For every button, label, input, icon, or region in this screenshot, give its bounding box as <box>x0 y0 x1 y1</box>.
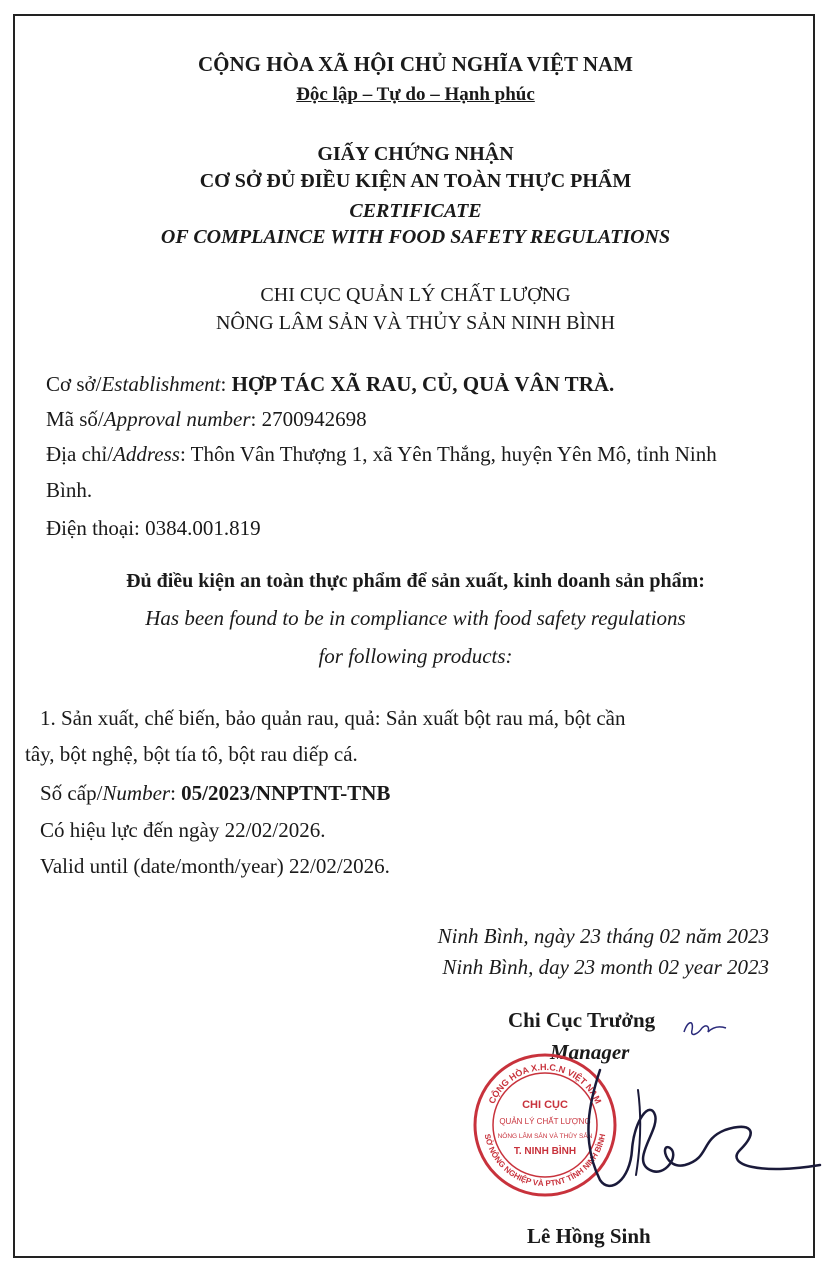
signer-name: Lê Hồng Sinh <box>527 1224 651 1248</box>
national-motto: Độc lập – Tự do – Hạnh phúc <box>296 84 535 105</box>
phone-value: 0384.001.819 <box>145 516 261 540</box>
number-value: 05/2023/NNPTNT-TNB <box>181 781 391 805</box>
seal-inner-4: T. NINH BÌNH <box>513 1146 577 1157</box>
approval-label-vi: Mã số/ <box>46 407 104 431</box>
certificate-title-vi-2: CƠ SỞ ĐỦ ĐIỀU KIỆN AN TOÀN THỰC PHẨM <box>199 170 632 192</box>
product-line-1: 1. Sản xuất, chế biến, bảo quản rau, quả: Sản xuất bột rau má, bột cần <box>40 706 626 730</box>
issue-date-en: Ninh Bình, day 23 month 02 year 2023 <box>442 955 769 979</box>
certificate-title-en-1: CERTIFICATE <box>349 200 482 222</box>
initials-mark <box>680 1012 730 1042</box>
establishment-label-vi: Cơ sở/ <box>46 372 102 396</box>
signer-title-en: Manager <box>550 1040 630 1064</box>
issuer-line-2: NÔNG LÂM SẢN VÀ THỦY SẢN NINH BÌNH <box>215 312 616 334</box>
approval-label-en: Approval number <box>103 407 251 431</box>
validity-vi: Có hiệu lực đến ngày 22/02/2026. <box>40 818 326 842</box>
address-label-en: Address <box>113 442 180 466</box>
number-row: Số cấp/Number: 05/2023/NNPTNT-TNB <box>40 781 391 805</box>
country-name: CỘNG HÒA XÃ HỘI CHỦ NGHĨA VIỆT NAM <box>197 52 634 76</box>
address-value-1: Thôn Vân Thượng 1, xã Yên Thắng, huyện Yên Mô, tỉnh Ninh <box>190 442 717 466</box>
seal-inner-1: CHI CỤC <box>522 1099 568 1111</box>
seal-inner-2: QUẢN LÝ CHẤT LƯỢNG <box>499 1117 591 1126</box>
number-label-vi: Số cấp/ <box>40 781 103 805</box>
handwritten-signature <box>560 1060 831 1210</box>
compliance-en-1: Has been found to be in compliance with food safety regulations <box>145 606 686 630</box>
product-line-2: tây, bột nghệ, bột tía tô, bột rau diếp cá. <box>25 742 358 766</box>
certificate-title-en-2: OF COMPLAINCE WITH FOOD SAFETY REGULATIONS <box>160 226 671 248</box>
compliance-en-2: for following products: <box>318 644 513 668</box>
address-value-2: Bình. <box>46 478 93 502</box>
approval-row: Mã số/Approval number: 2700942698 <box>46 407 367 431</box>
establishment-label-en: Establishment <box>101 372 221 396</box>
signer-title-vi: Chi Cục Trưởng <box>508 1008 656 1032</box>
approval-value: 2700942698 <box>261 407 367 431</box>
address-row: Địa chỉ/Address: Thôn Vân Thượng 1, xã Yên Thắng, huyện Yên Mô, tỉnh Ninh <box>46 442 717 466</box>
compliance-vi: Đủ điều kiện an toàn thực phẩm để sản xuất, kinh doanh sản phẩm: <box>126 570 705 592</box>
establishment-row: Cơ sở/Establishment: HỢP TÁC XÃ RAU, CỦ, QUẢ VÂN TRÀ. <box>46 372 615 396</box>
establishment-value: HỢP TÁC XÃ RAU, CỦ, QUẢ VÂN TRÀ. <box>231 372 615 396</box>
seal-outer-bottom: SỞ NÔNG NGHIỆP VÀ PTNT TỈNH NINH BÌNH <box>482 1133 608 1189</box>
issuer-line-1: CHI CỤC QUẢN LÝ CHẤT LƯỢNG <box>260 284 571 306</box>
phone-label: Điện thoại: <box>46 516 140 540</box>
seal-inner-3: NÔNG LÂM SẢN VÀ THỦY SẢN <box>497 1133 593 1140</box>
address-label-vi: Địa chỉ/ <box>46 442 114 466</box>
validity-en: Valid until (date/month/year) 22/02/2026. <box>40 854 390 878</box>
certificate-title-vi-1: GIẤY CHỨNG NHẬN <box>317 143 514 165</box>
number-label-en: Number <box>102 781 171 805</box>
issue-date-vi: Ninh Bình, ngày 23 tháng 02 năm 2023 <box>437 924 769 948</box>
phone-row <box>46 516 261 541</box>
seal-outer-top: CỘNG HÒA X.H.C.N VIỆT NAM <box>486 1061 604 1106</box>
